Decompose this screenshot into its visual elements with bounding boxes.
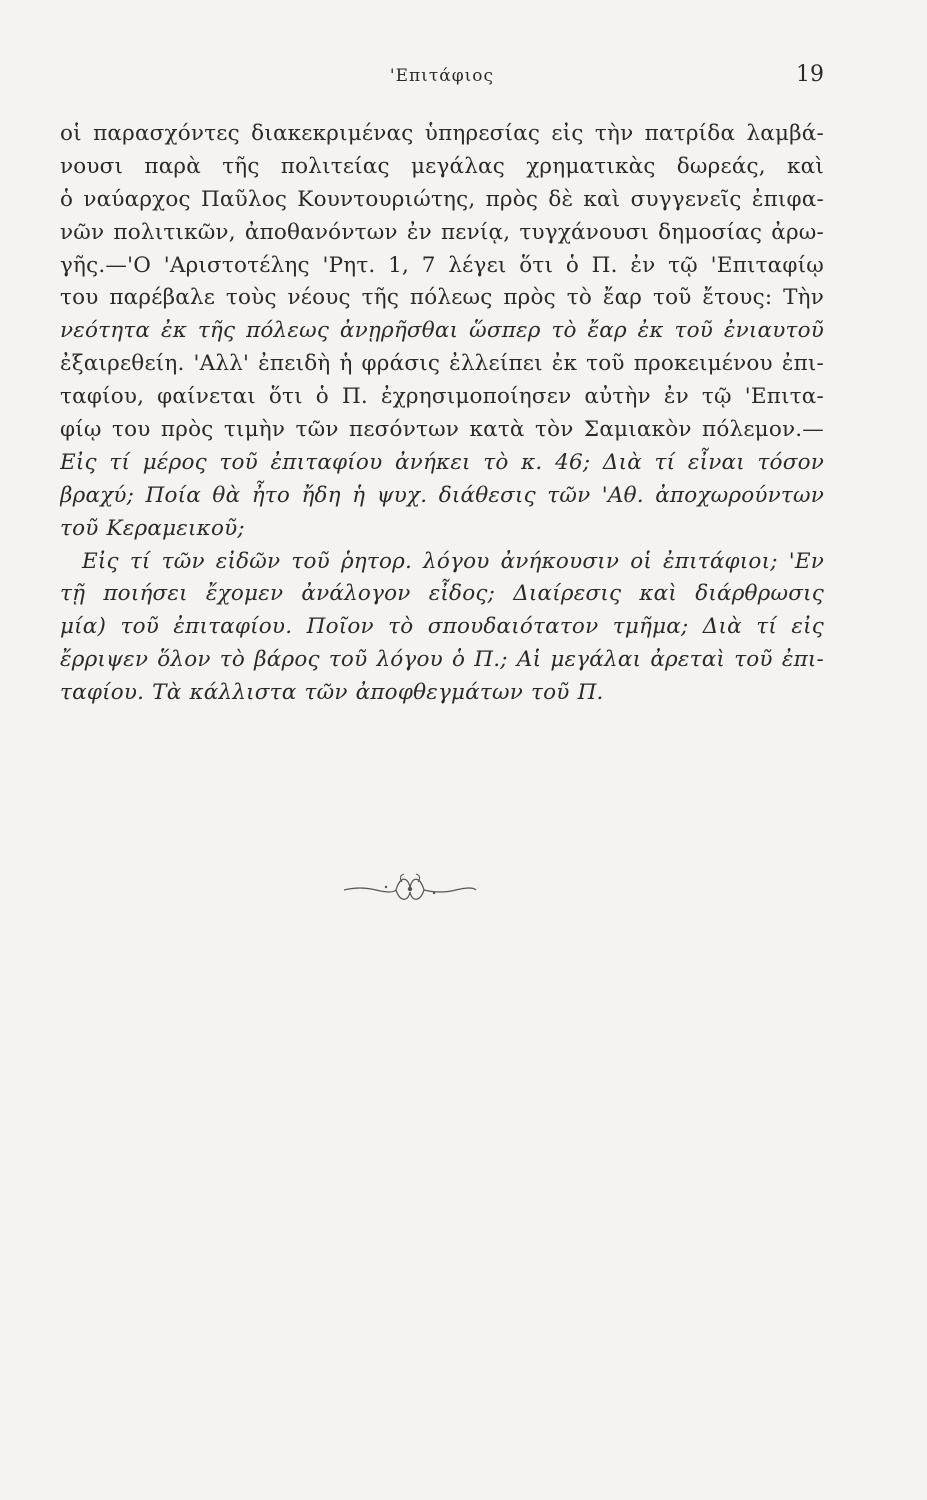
text-line: ἐξαιρεθείη. 'Αλλ' ἐπειδὴ ἡ φράσις ἐλλείπει ἐκ τοῦ προκειμένου ἐπι- <box>60 351 824 377</box>
text-line: μία) τοῦ ἐπιταφίου. Ποῖον τὸ σπουδαιότατον τμῆμα; Διὰ τί εἰς <box>60 614 824 640</box>
text-line: τῇ ποιήσει ἔχομεν ἀνάλογον εἶδος; Διαίρεσις καὶ διάρθρωσις <box>60 581 824 607</box>
text-line: ἔρριψεν ὅλον τὸ βάρος τοῦ λόγου ὁ Π.; Αἱ μεγάλαι ἀρεταὶ τοῦ ἐπι- <box>60 647 824 673</box>
text-line: νεότητα ἐκ τῆς πόλεως ἀνῃρῆσθαι ὥσπερ τὸ ἔαρ ἐκ τοῦ ἐνιαυτοῦ <box>60 318 824 344</box>
text-line: τοῦ Κεραμεικοῦ; <box>60 515 245 541</box>
text-line: ταφίου, φαίνεται ὅτι ὁ Π. ἐχρησιμοποίησεν αὐτὴν ἐν τῷ 'Επιτα- <box>60 384 824 410</box>
text-line: του παρέβαλε τοὺς νέους τῆς πόλεως πρὸς τὸ ἔαρ τοῦ ἔτους: Τὴν <box>60 285 824 311</box>
text-line: ταφίου. Τὰ κάλλιστα τῶν ἀποφθεγμάτων τοῦ Π. <box>60 680 604 706</box>
text-line: νουσι παρὰ τῆς πολιτείας μεγάλας χρηματικὰς δωρεάς, καὶ <box>60 153 824 179</box>
page-header <box>60 60 824 90</box>
text-line: βραχύ; Ποία θὰ ἦτο ἤδη ἡ ψυχ. διάθεσις τῶν 'Αθ. ἀποχωρούντων <box>60 482 824 508</box>
text-line: νῶν πολιτικῶν, ἀποθανόντων ἐν πενίᾳ, τυγχάνουσι δημοσίας ἀρω- <box>60 219 824 245</box>
text-line: γῆς.—'Ο 'Αριστοτέλης 'Ρητ. 1, 7 λέγει ὅτι ὁ Π. ἐν τῷ 'Επιταφίῳ <box>60 252 824 278</box>
body-text <box>60 118 824 710</box>
text-line: οἱ παρασχόντες διακεκριμένας ὑπηρεσίας εἰς τὴν πατρίδα λαμβά- <box>60 121 824 146</box>
ornament-divider-icon <box>340 868 480 908</box>
running-title: 'Επιτάφιος <box>389 66 495 86</box>
text-line: φίῳ του πρὸς τιμὴν τῶν πεσόντων κατὰ τὸν Σαμιακὸν πόλεμον.— <box>60 417 824 443</box>
text-line: Εἰς τί μέρος τοῦ ἐπιταφίου ἀνήκει τὸ κ. 46; Διὰ τί εἶναι τόσον <box>60 449 824 475</box>
text-line: ὁ ναύαρχος Παῦλος Κουντουριώτης, πρὸς δὲ καὶ συγγενεῖς ἐπιφα- <box>60 186 824 212</box>
page-number: 19 <box>796 62 824 87</box>
text-line: Εἰς τί τῶν εἰδῶν τοῦ ῥητορ. λόγου ἀνήκουσιν οἱ ἐπιτάφιοι; 'Εν <box>82 548 824 574</box>
